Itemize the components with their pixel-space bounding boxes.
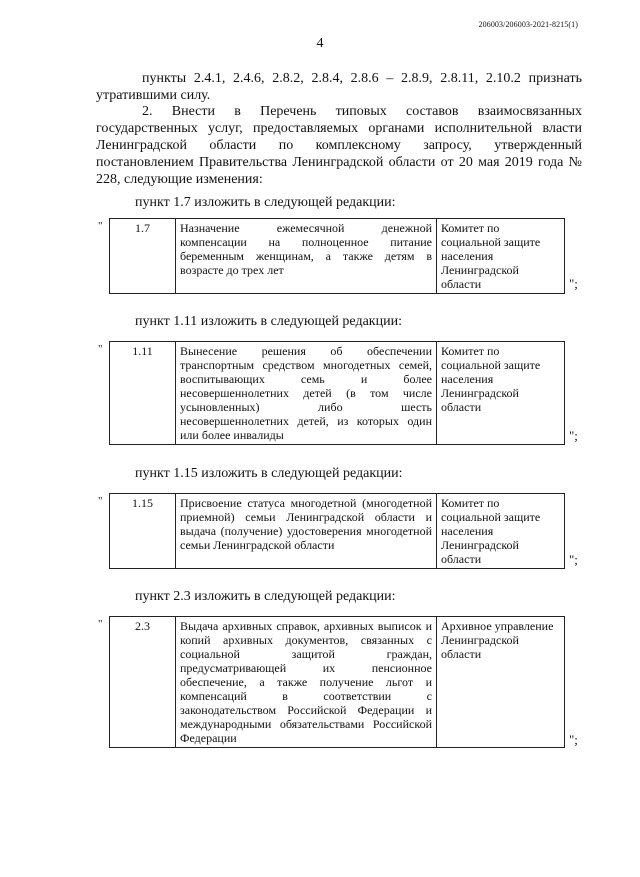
amendment-heading: пункт 2.3 изложить в следующей редакции: bbox=[135, 589, 396, 604]
quote-open: " bbox=[98, 618, 103, 630]
paragraph-amendments-intro: 2. Внести в Перечень типовых составов взаимосвязанных государственных услуг, предоставляемых органами исполнительной власти Ленинградской области по комплексному запросу, утвержденный постановлением Правительства Ленинградской области от 20 мая 2019 года № 228, следующие изменения: bbox=[96, 104, 582, 187]
amendment-table bbox=[109, 341, 565, 445]
quote-open: " bbox=[98, 220, 103, 232]
responsible-body: Комитет по социальной защите населения Ленинградской области bbox=[437, 342, 565, 445]
table-row bbox=[110, 342, 565, 445]
document-id: 206003/206003-2021-8215(1) bbox=[478, 20, 578, 29]
quote-open: " bbox=[98, 495, 103, 507]
quote-close: "; bbox=[569, 732, 578, 747]
item-number: 1.7 bbox=[110, 219, 176, 294]
amendment-heading: пункт 1.15 изложить в следующей редакции: bbox=[135, 466, 403, 481]
responsible-body: Архивное управление Ленинградской области bbox=[437, 617, 565, 748]
responsible-body: Комитет по социальной защите населения Ленинградской области bbox=[437, 494, 565, 569]
table-row bbox=[110, 494, 565, 569]
amendment-table bbox=[109, 493, 565, 569]
service-name: Выдача архивных справок, архивных выписок и копий архивных документов, связанных с социальной защитой граждан, предусматривающей их пенсионное обеспечение, а также получение льгот и компенсаций в соответствии с законодательством Российской Федерации и международными обязательствами Российской Федерации bbox=[176, 617, 437, 748]
service-name: Назначение ежемесячной денежной компенсации на полноценное питание беременным женщинам, а также детям в возрасте до трех лет bbox=[176, 219, 437, 294]
page-number: 4 bbox=[316, 36, 324, 51]
amendment-table bbox=[109, 616, 565, 748]
quote-close: "; bbox=[569, 552, 578, 567]
service-name: Присвоение статуса многодетной (многодетной приемной) семьи Ленинградской области и выдача (получение) удостоверения многодетной семьи Ленинградской области bbox=[176, 494, 437, 569]
item-number: 1.11 bbox=[110, 342, 176, 445]
table-row bbox=[110, 219, 565, 294]
amendment-heading: пункт 1.11 изложить в следующей редакции: bbox=[135, 314, 402, 329]
quote-open: " bbox=[98, 343, 103, 355]
amendment-table bbox=[109, 218, 565, 294]
service-name: Вынесение решения об обеспечении транспортным средством многодетных семей, воспитывающих семь и более несовершеннолетних детей (в том числе усыновленных) либо шесть несовершеннолетних детей, из которых один или более инвалиды bbox=[176, 342, 437, 445]
table-row bbox=[110, 617, 565, 748]
item-number: 1.15 bbox=[110, 494, 176, 569]
quote-close: "; bbox=[569, 428, 578, 443]
quote-close: "; bbox=[569, 276, 578, 291]
paragraph-repeal: пункты 2.4.1, 2.4.6, 2.8.2, 2.8.4, 2.8.6 – 2.8.9, 2.8.11, 2.10.2 признать утратившими силу. bbox=[96, 71, 582, 103]
responsible-body: Комитет по социальной защите населения Ленинградской области bbox=[437, 219, 565, 294]
item-number: 2.3 bbox=[110, 617, 176, 748]
amendment-heading: пункт 1.7 изложить в следующей редакции: bbox=[135, 195, 396, 210]
